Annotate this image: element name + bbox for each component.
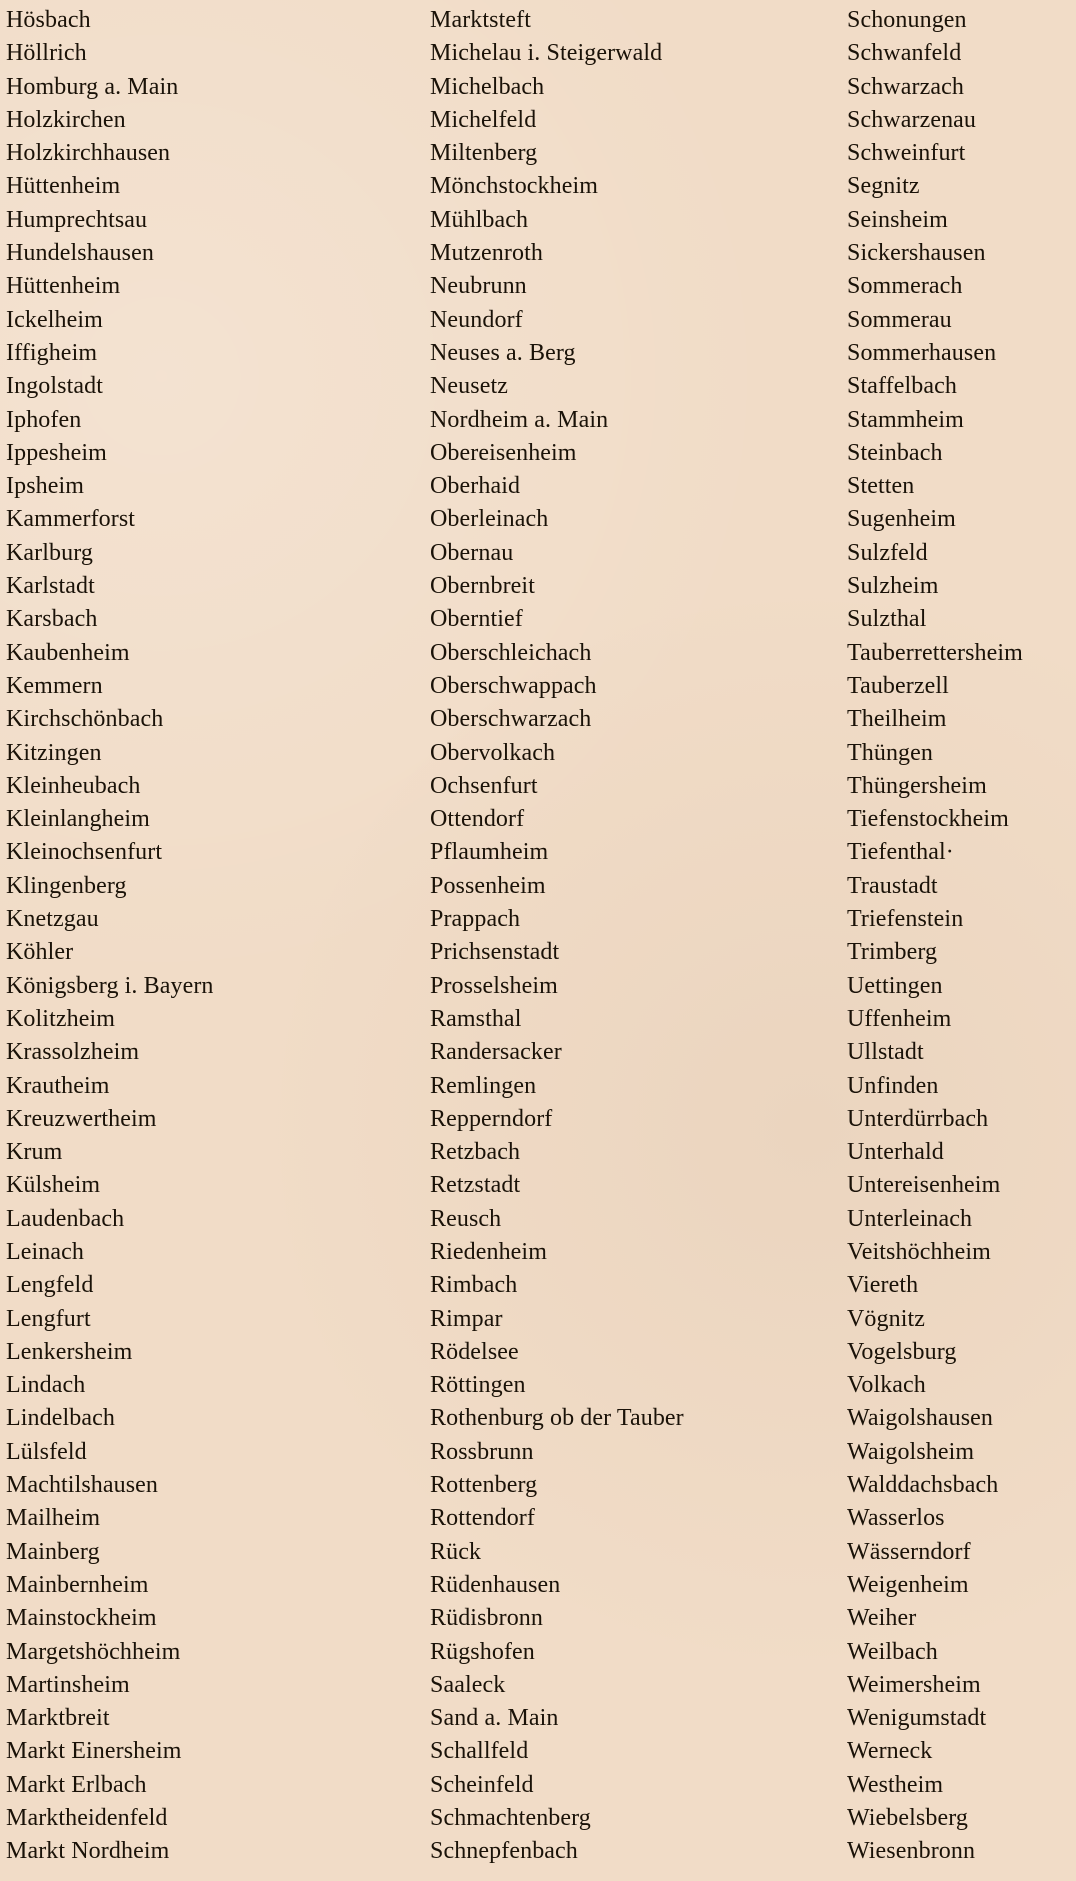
place-name: Uffenheim [847, 1005, 952, 1032]
place-name: Wiebelsberg [847, 1805, 968, 1832]
place-name: Iphofen [6, 406, 82, 433]
place-name: Uettingen [847, 972, 943, 999]
place-name: Mainbernheim [6, 1571, 149, 1598]
place-name: Markt Erlbach [6, 1771, 147, 1798]
place-name: Kleinheubach [6, 772, 141, 799]
place-name: Tiefenthal· [847, 839, 954, 866]
place-name: Retzbach [430, 1139, 521, 1166]
place-name: Mailheim [6, 1505, 101, 1532]
place-name: Neubrunn [430, 273, 527, 300]
place-name: Nordheim a. Main [430, 406, 609, 433]
place-name: Hösbach [6, 7, 91, 33]
place-name: Rödelsee [430, 1338, 519, 1365]
place-name: Kammerforst [6, 506, 136, 533]
place-name: Hundelshausen [6, 240, 154, 267]
place-name: Possenheim [430, 872, 546, 899]
place-name: Rossbrunn [430, 1438, 534, 1465]
place-name: Sommerach [847, 273, 963, 300]
place-name: Scheinfeld [430, 1771, 534, 1798]
place-name: Repperndorf [430, 1105, 553, 1132]
place-name: Holzkirchhausen [6, 140, 171, 167]
place-name: Michelau i. Steigerwald [430, 40, 663, 67]
place-name: Sand a. Main [430, 1705, 559, 1732]
place-name: Humprechtsau [6, 206, 148, 233]
place-name: Kleinochsenfurt [6, 839, 163, 866]
place-name: Ottendorf [430, 806, 525, 833]
place-name: Staffelbach [847, 373, 957, 400]
place-name: Steinbach [847, 439, 943, 466]
place-name: Oberhaid [430, 473, 521, 500]
place-name: Krum [6, 1139, 63, 1166]
place-name: Krautheim [6, 1072, 110, 1099]
place-name: Unterdürrbach [847, 1105, 989, 1132]
place-name: Pflaumheim [430, 839, 549, 866]
place-name: Miltenberg [430, 140, 538, 167]
place-name: Untereisenheim [847, 1172, 1001, 1199]
place-name: Rimbach [430, 1272, 518, 1299]
place-name: Weiher [847, 1605, 917, 1632]
place-name: Ickelheim [6, 306, 103, 333]
place-column-2 [430, 4, 684, 1869]
place-name: Sickershausen [847, 240, 986, 267]
place-name: Oberschleichach [430, 639, 592, 666]
place-name: Riedenheim [430, 1238, 547, 1265]
place-name: Ippesheim [6, 439, 107, 466]
place-name: Obereisenheim [430, 439, 577, 466]
place-name: Waigolshausen [847, 1405, 994, 1432]
place-name: Werneck [847, 1738, 933, 1765]
place-name: Unterleinach [847, 1205, 973, 1232]
place-name: Wasserlos [847, 1505, 945, 1532]
place-name: Röttingen [430, 1372, 526, 1399]
place-name: Sommerhausen [847, 339, 997, 366]
place-name: Höllrich [6, 40, 87, 67]
place-name: Walddachsbach [847, 1472, 999, 1499]
place-name: Sugenheim [847, 506, 956, 533]
place-name: Rügshofen [430, 1638, 535, 1665]
place-name: Weimersheim [847, 1671, 981, 1698]
place-name: Michelfeld [430, 106, 537, 133]
place-name: Neuses a. Berg [430, 339, 576, 366]
place-name: Lindelbach [6, 1405, 115, 1432]
place-name: Schonungen [847, 7, 967, 33]
place-name: Lengfurt [6, 1305, 91, 1332]
place-name: Schnepfenbach [430, 1838, 578, 1865]
place-name: Rüdisbronn [430, 1605, 544, 1632]
place-name: Karlstadt [6, 573, 95, 600]
place-name: Segnitz [847, 173, 920, 200]
place-column-1 [6, 4, 214, 1869]
place-name: Rück [430, 1538, 482, 1565]
place-name: Hüttenheim [6, 273, 121, 300]
place-name: Lenkersheim [6, 1338, 133, 1365]
place-name: Rüdenhausen [430, 1571, 561, 1598]
place-name: Prichsenstadt [430, 939, 560, 966]
place-name: Markt Einersheim [6, 1738, 182, 1765]
place-name: Königsberg i. Bayern [6, 972, 214, 999]
place-name: Vögnitz [847, 1305, 926, 1332]
place-name: Saaleck [430, 1671, 506, 1698]
place-name: Tauberzell [847, 672, 949, 699]
place-name: Unterhald [847, 1139, 944, 1166]
place-name: Iffigheim [6, 339, 98, 366]
place-name: Oberschwappach [430, 672, 597, 699]
place-name: Prappach [430, 906, 521, 933]
place-name: Neundorf [430, 306, 523, 333]
place-name: Machtilshausen [6, 1472, 159, 1499]
place-name: Remlingen [430, 1072, 537, 1099]
place-name: Lindach [6, 1372, 86, 1399]
place-name: Laudenbach [6, 1205, 125, 1232]
place-name: Thüngersheim [847, 772, 987, 799]
place-name: Ingolstadt [6, 373, 103, 400]
place-name: Thüngen [847, 739, 934, 766]
place-name: Weilbach [847, 1638, 938, 1665]
place-name: Schwanfeld [847, 40, 962, 67]
place-name: Rottenberg [430, 1472, 538, 1499]
place-name: Sommerau [847, 306, 952, 333]
place-name: Lülsfeld [6, 1438, 87, 1465]
place-name: Mainstockheim [6, 1605, 157, 1632]
place-name: Mühlbach [430, 206, 529, 233]
place-name: Margetshöchheim [6, 1638, 181, 1665]
place-name: Wenigumstadt [847, 1705, 987, 1732]
place-name: Oberleinach [430, 506, 549, 533]
place-name: Kreuzwertheim [6, 1105, 157, 1132]
place-name: Marktbreit [6, 1705, 110, 1732]
place-name: Retzstadt [430, 1172, 521, 1199]
place-name: Volkach [847, 1372, 926, 1399]
place-name: Karsbach [6, 606, 98, 633]
place-name: Weigenheim [847, 1571, 969, 1598]
place-name: Martinsheim [6, 1671, 130, 1698]
place-name: Mönchstockheim [430, 173, 599, 200]
place-name: Hüttenheim [6, 173, 121, 200]
place-name: Triefenstein [847, 906, 964, 933]
place-name: Ochsenfurt [430, 772, 538, 799]
place-name: Schweinfurt [847, 140, 966, 167]
place-name: Tiefenstockheim [847, 806, 1009, 833]
place-name: Veitshöchheim [847, 1238, 991, 1265]
place-name: Oberntief [430, 606, 523, 633]
place-name: Klingenberg [6, 872, 127, 899]
place-name: Schallfeld [430, 1738, 529, 1765]
place-name: Schwarzenau [847, 106, 977, 133]
place-name: Leinach [6, 1238, 84, 1265]
place-name: Kaubenheim [6, 639, 130, 666]
place-name: Waigolsheim [847, 1438, 975, 1465]
place-name: Marktsteft [430, 7, 531, 33]
place-name: Mutzenroth [430, 240, 543, 267]
place-name: Reusch [430, 1205, 502, 1232]
place-name: Westheim [847, 1771, 944, 1798]
place-name: Kemmern [6, 672, 103, 699]
place-name: Ipsheim [6, 473, 85, 500]
place-name: Krassolzheim [6, 1039, 140, 1066]
place-name: Viereth [847, 1272, 919, 1299]
place-name: Rimpar [430, 1305, 503, 1332]
place-name: Obernbreit [430, 573, 535, 600]
place-column-3 [847, 4, 1023, 1869]
place-name: Kitzingen [6, 739, 102, 766]
place-name: Wiesenbronn [847, 1838, 976, 1865]
place-name: Theilheim [847, 706, 947, 733]
place-name: Wässerndorf [847, 1538, 971, 1565]
place-name: Stetten [847, 473, 915, 500]
place-name: Michelbach [430, 73, 545, 100]
place-name: Kirchschönbach [6, 706, 164, 733]
place-name: Ramsthal [430, 1005, 522, 1032]
place-name: Stammheim [847, 406, 964, 433]
place-name: Traustadt [847, 872, 938, 899]
place-name: Holzkirchen [6, 106, 126, 133]
place-name: Rothenburg ob der Tauber [430, 1405, 684, 1432]
place-name: Lengfeld [6, 1272, 94, 1299]
place-name: Tauberrettersheim [847, 639, 1023, 666]
place-name: Sulzfeld [847, 539, 928, 566]
place-name: Külsheim [6, 1172, 101, 1199]
place-name: Rottendorf [430, 1505, 535, 1532]
place-name: Kolitzheim [6, 1005, 115, 1032]
place-name: Seinsheim [847, 206, 948, 233]
place-name: Schwarzach [847, 73, 964, 100]
place-name: Trimberg [847, 939, 938, 966]
place-name: Köhler [6, 939, 74, 966]
place-name: Sulzthal [847, 606, 927, 633]
place-name: Knetzgau [6, 906, 99, 933]
place-name: Karlburg [6, 539, 94, 566]
place-name: Obervolkach [430, 739, 556, 766]
place-name: Markt Nordheim [6, 1838, 170, 1865]
place-name: Schmachtenberg [430, 1805, 591, 1832]
place-name: Randersacker [430, 1039, 562, 1066]
place-name: Prosselsheim [430, 972, 558, 999]
place-name: Vogelsburg [847, 1338, 957, 1365]
place-name: Neusetz [430, 373, 508, 400]
place-name: Unfinden [847, 1072, 939, 1099]
place-name: Marktheidenfeld [6, 1805, 168, 1832]
place-name: Mainberg [6, 1538, 100, 1565]
place-name: Homburg a. Main [6, 73, 179, 100]
place-name: Sulzheim [847, 573, 939, 600]
place-name: Oberschwarzach [430, 706, 592, 733]
place-name: Kleinlangheim [6, 806, 150, 833]
place-name: Ullstadt [847, 1039, 924, 1066]
place-name: Obernau [430, 539, 514, 566]
